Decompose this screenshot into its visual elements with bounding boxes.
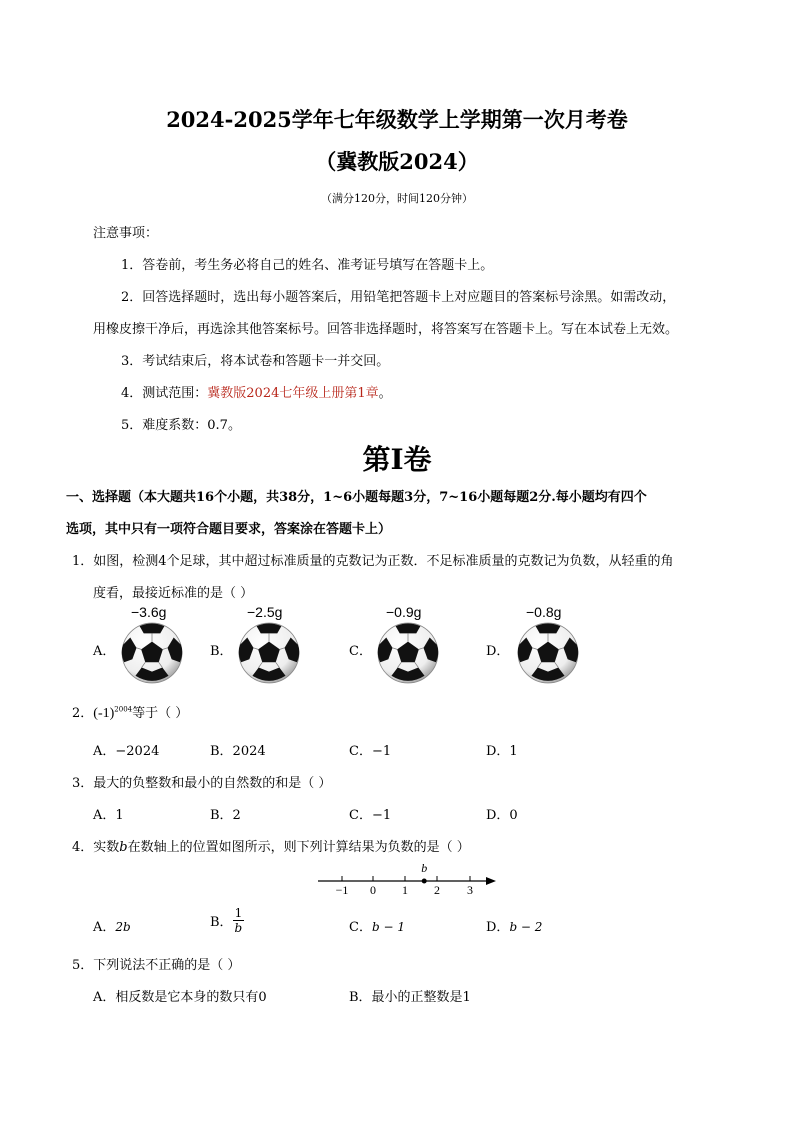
q4-option-d — [486, 916, 542, 935]
q1-option-d-mass: −0.8g — [526, 604, 562, 620]
q4-text-b: 在数轴上的位置如图所示，则下列计算结果为负数的是（ ） — [127, 840, 470, 855]
notice-item-4-label: 4．测试范围： — [121, 386, 208, 401]
exam-info: （满分120分，时间120分钟） — [321, 192, 473, 205]
q3-option-c: C．−1 — [349, 808, 392, 823]
q2-base: (-1) — [93, 706, 115, 721]
q3-option-b: B．2 — [210, 808, 241, 823]
fraction-numerator: 1 — [234, 906, 243, 920]
q2-number: 2． — [72, 706, 94, 721]
point-b — [422, 879, 427, 884]
q4-variable: b — [119, 840, 128, 855]
q4-option-a-expr: 2b — [115, 920, 131, 934]
tick-label: 3 — [467, 883, 473, 897]
soccer-ball-icon — [121, 622, 183, 684]
q1-option-d-label: D． — [486, 644, 510, 659]
q2-text — [72, 702, 188, 722]
notice-label: 注意事项： — [93, 226, 159, 241]
tick-label: 2 — [434, 883, 440, 897]
notice-item-3: 3．考试结束后，将本试卷和答题卡一并交回。 — [121, 354, 390, 369]
q4-option-c-expr: b − 1 — [371, 920, 405, 934]
notice-item-2: 2．回答选择题时，选出每小题答案后，用铅笔把答题卡上对应题目的答案标号涂黑。如需改动， — [121, 290, 676, 305]
q1-option-c-label: C． — [349, 644, 372, 659]
q5-option-b: B．最小的正整数是1 — [349, 990, 471, 1005]
q4-text-a: 4．实数 — [72, 840, 120, 855]
q4-option-c — [349, 916, 405, 935]
q4-option-b-fraction — [233, 906, 245, 935]
q4-option-d-expr: b − 2 — [509, 920, 543, 934]
q2-option-d: D．1 — [486, 744, 518, 759]
q1-text-2: 度看，最接近标准的是（ ） — [93, 586, 254, 601]
tick-label: 1 — [402, 883, 408, 897]
q4-option-d-letter: D． — [486, 920, 510, 935]
q2-stem: 等于（ ） — [132, 706, 189, 721]
q1-option-c-mass: −0.9g — [386, 604, 422, 620]
soccer-ball-icon — [238, 622, 300, 684]
q2-option-b: B．2024 — [210, 744, 266, 759]
soccer-ball-icon — [377, 622, 439, 684]
exam-subtitle: （冀教版2024） — [315, 149, 479, 174]
q2-option-a: A．−2024 — [93, 744, 160, 759]
q2-exponent: 2004 — [114, 705, 133, 714]
notice-item-1: 1．答卷前，考生务必将自己的姓名、准考证号填写在答题卡上。 — [121, 258, 494, 273]
q3-option-d: D．0 — [486, 808, 518, 823]
q1-option-b-label: B． — [210, 644, 233, 659]
point-b-label: b — [421, 861, 428, 875]
test-scope: 冀教版2024七年级上册第1章 — [207, 386, 379, 401]
fraction-denominator: b — [234, 921, 243, 935]
q4-option-b — [210, 906, 244, 935]
q5-text: 5．下列说法不正确的是（ ） — [72, 958, 241, 973]
exam-title: 2024-2025学年七年级数学上学期第一次月考卷 — [166, 107, 628, 132]
q3-option-a: A．1 — [93, 808, 124, 823]
tick-label: −1 — [335, 883, 349, 897]
number-line — [314, 860, 498, 900]
part1-instructions-1: 一、选择题（本大题共16个小题，共38分，1~6小题每题3分，7~16小题每题2分.每小题均有四个 — [66, 490, 647, 505]
tick-label: 0 — [370, 883, 376, 897]
q1-option-a-label: A． — [93, 644, 116, 659]
notice-item-5: 5．难度系数：0.7。 — [121, 418, 241, 433]
soccer-ball-icon — [517, 622, 579, 684]
q4-option-b-letter: B． — [210, 915, 233, 930]
part1-instructions-2: 选项，其中只有一项符合题目要求，答案涂在答题卡上） — [66, 522, 392, 537]
q4-text — [72, 836, 470, 855]
q1-option-a-mass: −3.6g — [131, 604, 167, 620]
q4-option-a-letter: A． — [93, 920, 116, 935]
q1-option-b-mass: −2.5g — [247, 604, 283, 620]
q3-text: 3．最大的负整数和最小的自然数的和是（ ） — [72, 776, 332, 791]
q4-option-c-letter: C． — [349, 920, 372, 935]
arrow-right-icon — [486, 877, 496, 885]
q4-option-a — [93, 916, 131, 935]
notice-item-4-end: 。 — [378, 386, 392, 401]
notice-item-2-cont: 用橡皮擦干净后，再选涂其他答案标号。回答非选择题时，将答案写在答题卡上。写在本试卷上无效。 — [93, 322, 679, 337]
section-title: 第Ⅰ卷 — [362, 443, 432, 476]
q1-text-1: 1．如图，检测4个足球，其中超过标准质量的克数记为正数．不足标准质量的克数记为负数，从轻重的角 — [72, 554, 674, 569]
q5-option-a: A．相反数是它本身的数只有0 — [93, 990, 267, 1005]
notice-item-4 — [121, 382, 392, 401]
q2-option-c: C．−1 — [349, 744, 392, 759]
